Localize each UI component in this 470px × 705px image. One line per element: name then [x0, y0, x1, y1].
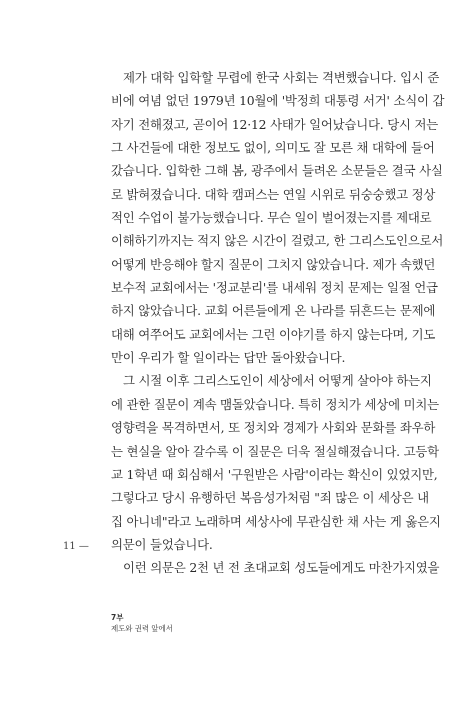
- body-line: 갔습니다. 입학한 그해 봄, 광주에서 들려온 소문들은 결국 사실: [111, 163, 443, 179]
- body-line: 어떻게 반응해야 할지 질문이 그치지 않았습니다. 제가 속했던: [111, 256, 436, 272]
- body-line: 적인 수업이 불가능했습니다. 무슨 일이 벌어졌는지를 제대로: [111, 210, 432, 226]
- body-line: 집 아니네"라고 노래하며 세상사에 무관심한 채 사는 게 옳은지: [111, 513, 441, 529]
- body-line: 하지 않았습니다. 교회 어른들에게 온 나라를 뒤흔드는 문제에: [111, 303, 436, 319]
- body-line: 교 1학년 때 회심해서 '구원받은 사람'이라는 확신이 있었지만,: [111, 466, 438, 482]
- body-line: 그렇다고 당시 유행하던 복음성가처럼 "죄 많은 이 세상은 내: [111, 490, 429, 506]
- running-head-part: 7부: [111, 613, 124, 622]
- body-line: 그 사건들에 대한 정보도 없이, 의미도 잘 모른 채 대학에 들어: [111, 140, 435, 156]
- body-line: 대해 여쭈어도 교회에서는 그런 이야기를 하지 않는다며, 기도: [111, 326, 436, 342]
- running-head: [111, 612, 173, 634]
- body-line: 이해하기까지는 적지 않은 시간이 걸렸고, 한 그리스도인으로서: [111, 233, 444, 249]
- page-number: 11 —: [63, 541, 89, 552]
- body-line: 제가 대학 입학할 무렵에 한국 사회는 격변했습니다. 입시 준: [123, 70, 440, 85]
- body-line: 이런 의문은 2천 년 전 초대교회 성도들에게도 마찬가지였을: [123, 560, 440, 576]
- body-line: 로 밝혀졌습니다. 대학 캠퍼스는 연일 시위로 뒤숭숭했고 정상: [111, 186, 436, 202]
- body-line: 의문이 들었습니다.: [111, 536, 213, 552]
- body-line: 보수적 교회에서는 '정교분리'를 내세워 정치 문제는 일절 언급: [111, 280, 438, 296]
- body-line: 그 시절 이후 그리스도인이 세상에서 어떻게 살아야 하는지: [123, 373, 432, 389]
- body-line: 만이 우리가 할 일이라는 답만 돌아왔습니다.: [111, 350, 346, 366]
- body-line: 자기 전해졌고, 곧이어 12·12 사태가 일어났습니다. 당시 저는: [111, 116, 439, 132]
- running-head-title: 제도와 권력 앞에서: [111, 624, 173, 633]
- body-line: 에 관한 질문이 계속 맴돌았습니다. 특히 정치가 세상에 미치는: [111, 396, 439, 412]
- body-line: 는 현실을 알아 갈수록 이 질문은 더욱 절실해졌습니다. 고등학: [111, 443, 439, 459]
- body-line: 영향력을 목격하면서, 또 정치와 경제가 사회와 문화를 좌우하: [111, 420, 436, 436]
- body-line: 비에 여념 없던 1979년 10월에 '박정희 대통령 서거' 소식이 갑: [111, 93, 445, 109]
- body-text: [111, 66, 445, 580]
